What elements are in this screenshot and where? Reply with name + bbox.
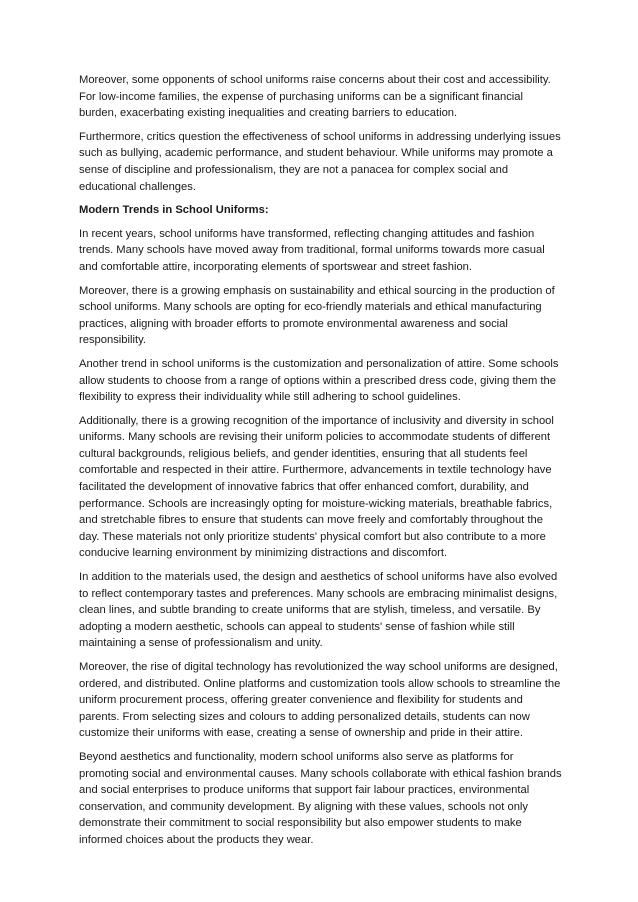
section-heading: Modern Trends in School Uniforms: [79,204,269,217]
paragraph-inclusivity: Additionally, there is a growing recognition of the importance of inclusivity and diversity in school uniforms. Many schools are revising their uniform policies to accommodate students of different cultural backgrounds, religious beliefs, and gender identities, ensuring that all students feel comfortable and respected in their attire. Furthermore, advancements in textile technology have facilitated the development of innovative fabrics that offer enhanced comfort, durability, and performance. Schools are increasingly opting for moisture-wicking materials, breathable fabrics, and stretchable fibres to ensure that students can move freely and comfortably throughout the day. These materials not only prioritize students' physical comfort but also contribute to a more conducive learning environment by minimizing distractions and discomfort. [79,414,554,560]
paragraph-recent-years: In recent years, school uniforms have transformed, reflecting changing attitudes and fashion trends. Many schools have moved away from traditional, formal uniforms towards more casual and comfortable attire, incorporating elements of sportswear and street fashion. [79,227,545,273]
paragraph-customization: Another trend in school uniforms is the customization and personalization of attire. Some schools allow students to choose from a range of options within a prescribed dress code, giving them the flexibility to express their individuality while still adhering to school guidelines. [79,357,559,404]
document-page [79,72,563,856]
paragraph-digital-technology: Moreover, the rise of digital technology has revolutionized the way school uniforms are designed, ordered, and distributed. Online platforms and customization tools allow schools to streamline the uniform procurement process, offering greater convenience and flexibility for students and parents. From selecting sizes and colours to adding personalized details, students can now customize their uniforms with ease, creating a sense of ownership and pride in their attire. [79,661,561,740]
paragraph-social-causes: Beyond aesthetics and functionality, modern school uniforms also serve as platforms for promoting social and environmental causes. Many schools collaborate with ethical fashion brands and social enterprises to produce uniforms that support fair labour practices, environmental conservation, and community development. By aligning with these values, schools not only demonstrate their commitment to social responsibility but also empower students to make informed choices about the products they wear. [79,750,562,846]
paragraph-cost-accessibility: Moreover, some opponents of school uniforms raise concerns about their cost and accessibility. For low-income families, the expense of purchasing uniforms can be a significant financial burden, exacerbating existing inequalities and creating barriers to education. [79,74,551,120]
paragraph-effectiveness: Furthermore, critics question the effectiveness of school uniforms in addressing underlying issues such as bullying, academic performance, and student behaviour. While uniforms may promote a sense of discipline and professionalism, they are not a panacea for complex social and educational challenges. [79,130,561,193]
paragraph-sustainability: Moreover, there is a growing emphasis on sustainability and ethical sourcing in the production of school uniforms. Many schools are opting for eco-friendly materials and ethical manufacturing practices, aligning with broader efforts to promote environmental awareness and social responsibility. [79,284,555,347]
paragraph-design-aesthetics: In addition to the materials used, the design and aesthetics of school uniforms have also evolved to reflect contemporary tastes and preferences. Many schools are embracing minimalist designs, clean lines, and subtle branding to create uniforms that are stylish, timeless, and versatile. By adopting a modern aesthetic, schools can appeal to students' sense of fashion while still maintaining a sense of professionalism and unity. [79,571,558,650]
